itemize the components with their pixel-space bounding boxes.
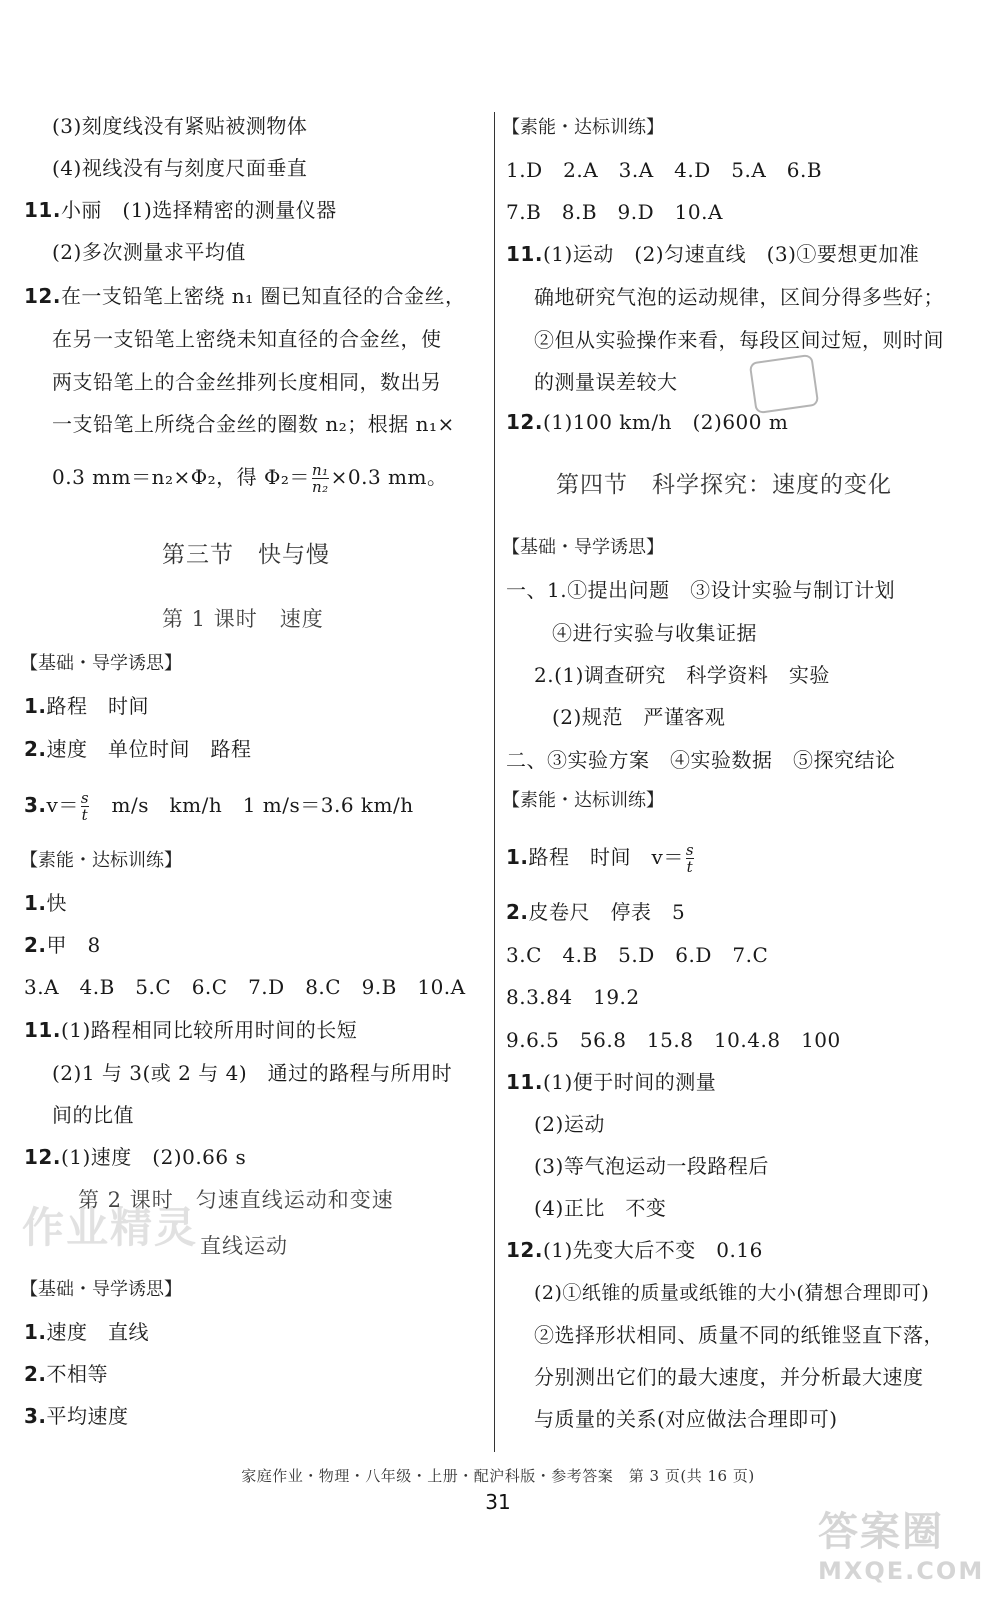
formula-line: 3.v＝ $\frac{s}{t}$ m/s km/h 1 m/s＝3.6 km/h [24,789,414,824]
stamp-mark [749,354,820,414]
answer-line: 7.B 8.B 9.D 10.A [506,200,723,224]
answer-line: 1.路程 时间 [24,694,150,718]
answer-line: (2)规范 严谨客观 [552,705,726,729]
answer-line: 1.D 2.A 3.A 4.D 5.A 6.B [506,158,823,182]
answer-line: (3)等气泡运动一段路程后 [534,1154,769,1178]
answer-line: 12.(1)100 km/h (2)600 m [506,410,789,434]
answer-line: 1.快 [24,891,68,915]
answer-line: (2)①纸锥的质量或纸锥的大小(猜想合理即可) [534,1282,930,1304]
answer-line: (4)正比 不变 [534,1196,667,1220]
section-title: 第四节 科学探究：速度的变化 [556,472,892,498]
section-tag: 【基础・导学诱思】 [502,537,664,558]
fraction: $\frac{\text{n₁}}{\text{n₂}}$ [311,461,329,496]
watermark-logo-url: MXQE.COM [818,1557,985,1585]
answer-line: 两支铅笔上的合金丝排列长度相同，数出另 [52,370,442,394]
answer-line: 3.C 4.B 5.D 6.D 7.C [506,943,769,967]
formula-line: 1.路程 时间 v＝ $\frac{s}{t}$ [506,841,695,876]
lesson-title: 第 1 课时 速度 [162,607,324,631]
answer-line: 8.3.84 19.2 [506,985,640,1009]
answer-line: 3.平均速度 [24,1404,129,1428]
answer-line: (4)视线没有与刻度尺面垂直 [52,156,308,180]
answer-line: 一支铅笔上所绕合金丝的圈数 n₂；根据 n₁× [52,412,455,436]
answer-line: (2)1 与 3(或 2 与 4) 通过的路程与所用时 [52,1061,453,1085]
answer-line: (2)运动 [534,1112,605,1136]
watermark-logo: 作业精灵 [22,1203,199,1252]
answer-line: 与质量的关系(对应做法合理即可) [534,1407,838,1431]
answer-line: 12.(1)速度 (2)0.66 s [24,1145,247,1169]
answer-line: 9.6.5 56.8 15.8 10.4.8 100 [506,1028,841,1052]
watermark-logo-corner [818,1500,985,1585]
answer-line: 间的比值 [52,1103,134,1127]
answer-line: (3)刻度线没有紧贴被测物体 [52,114,308,138]
section-title: 第三节 快与慢 [162,542,330,568]
answer-line: 3.A 4.B 5.C 6.C 7.D 8.C 9.B 10.A [24,975,466,999]
answer-12: 12.在一支铅笔上密绕 n₁ 圈已知直径的合金丝， [24,284,466,308]
answer-line: 11.(1)路程相同比较所用时间的长短 [24,1018,358,1042]
section-tag: 【素能・达标训练】 [502,117,664,138]
answer-line: 2.皮卷尺 停表 5 [506,900,686,924]
answer-line: 确地研究气泡的运动规律，区间分得多些好； [534,285,944,309]
section-tag: 【素能・达标训练】 [502,790,664,811]
fraction: $\frac{s}{t}$ [685,841,695,876]
watermark-logo-text: 答案圈 [818,1509,944,1555]
answer-line: 2.甲 8 [24,933,101,957]
answer-line: 一、1.①提出问题 ③设计实验与制订计划 [506,578,896,602]
lesson-title: 第 2 课时 匀速直线运动和变速 [78,1188,394,1212]
answer-line: 11.(1)便于时间的测量 [506,1070,717,1094]
answer-line: 分别测出它们的最大速度，并分析最大速度 [534,1365,924,1389]
section-tag: 【素能・达标训练】 [20,850,182,871]
section-tag: 【基础・导学诱思】 [20,1279,182,1300]
answer-line: ②但从实验操作来看，每段区间过短，则时间 [534,328,944,352]
answer-line: 2.速度 单位时间 路程 [24,737,252,761]
answer-line: 在另一支铅笔上密绕未知直径的合金丝，使 [52,327,442,351]
formula-line: 0.3 mm＝n₂×Φ₂，得 Φ₂＝ $\frac{\text{n₁}}{\text{n₂}}$ ×0.3 mm。 [52,461,448,496]
page-footer: 家庭作业・物理・八年级・上册・配沪科版・参考答案 第 3 页(共 16 页) [241,1467,755,1485]
page-number: 31 [485,1490,511,1514]
answer-line: 12.(1)先变大后不变 0.16 [506,1238,763,1262]
answer-line: 2.不相等 [24,1362,109,1386]
column-divider [494,112,495,1452]
section-tag: 【基础・导学诱思】 [20,653,182,674]
answer-line: 2.(1)调查研究 科学资料 实验 [534,663,830,687]
answer-line: (2)多次测量求平均值 [52,240,246,264]
answer-line: ④进行实验与收集证据 [552,621,757,645]
answer-11: 11.小丽 (1)选择精密的测量仪器 [24,198,337,222]
answer-line: 11.(1)运动 (2)匀速直线 (3)①要想更加准 [506,242,920,266]
answer-line: ②选择形状相同、质量不同的纸锥竖直下落， [534,1323,944,1347]
answer-line: 二、③实验方案 ④实验数据 ⑤探究结论 [506,748,896,772]
answer-line: 的测量误差较大 [534,370,678,394]
lesson-title-cont: 直线运动 [200,1234,288,1258]
answer-line: 1.速度 直线 [24,1320,150,1344]
fraction: $\frac{s}{t}$ [80,789,90,824]
